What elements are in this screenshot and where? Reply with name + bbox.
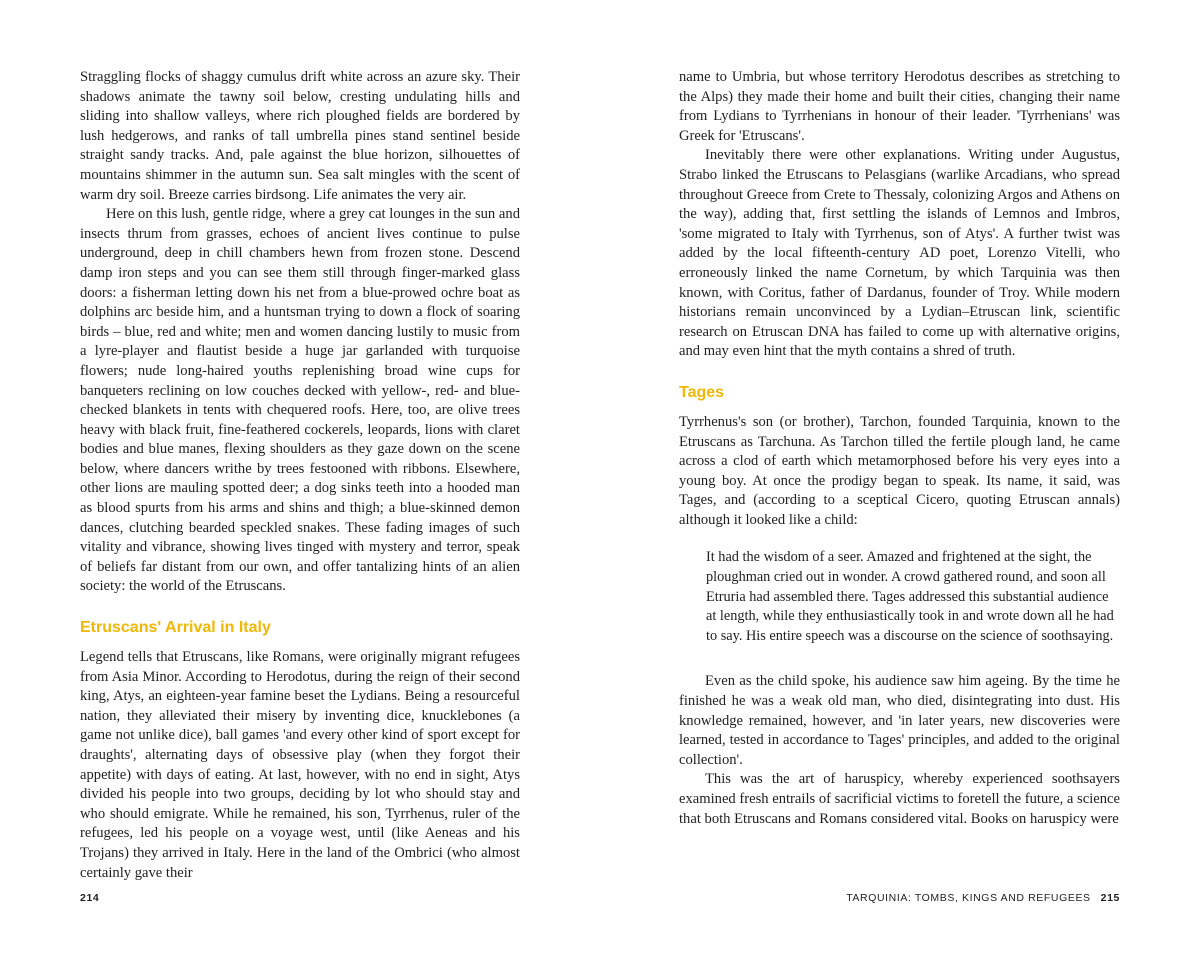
left-page <box>80 0 520 960</box>
page-number-left: 214 <box>80 892 100 904</box>
blockquote-text: It had the wisdom of a seer. Amazed and frightened at the sight, the ploughman cried out in wonder. A crowd gathered round, and soon all Etruria had assembled there. Tages addressed this substantial audience at length, while they enthusiastically took in and wrote down all he had to say. His entire speech was a discourse on the science of soothsaying. <box>706 549 1114 644</box>
right-paragraph-1: name to Umbria, but whose territory Herodotus describes as stretching to the Alps) they made their home and built their cities, changing their name from Lydians to Tyrrhenians in honour of their leader. 'Tyrrhenians' was Greek for 'Etruscans'. <box>679 69 1120 144</box>
left-paragraph-2: Here on this lush, gentle ridge, where a grey cat lounges in the sun and insects thrum from grasses, echoes of ancient lives continue to pulse underground, deep in chill chambers hewn from frozen stone. Descend damp iron steps and you can see them still through finger-marked glass doors: a fisherman letting down his net from a blue-prowed ochre boat as dolphins arc beside him, and a huntsman trying to down a flock of soaring birds – blue, red and white; men and women dancing lustily to music from a lyre-player and flautist beside a huge jar garlanded with turquoise flowers; nude long-haired youths replenishing broad wine cups for banqueters reclining on low couches decked with yellow-, red- and blue-checked blankets in tents with chequered roofs. Here, too, are olive trees heavy with black fruit, fine-feathered cockerels, leopards, lions with claret bodies and blue manes, flexing shoulders as they gaze down on the scene below, where dancers writhe by trees festooned with ribbons. Elsewhere, other lions are mauling spotted deer; a dog sinks teeth into a hooded man as blood spurts from his arms and shins and thigh; a blue-skinned demon dances, clutching bearded speckled snakes. These fading images of such vitality and vibrance, showing lives tinged with mystery and terror, speak of beliefs far distant from our own, and offer tantalizing hints of an alien society: the world of the Etruscans. <box>80 206 520 595</box>
cicero-quote <box>706 548 1120 646</box>
era-abbreviation: AD <box>919 245 941 262</box>
right-paragraph-3: Tyrrhenus's son (or brother), Tarchon, founded Tarquinia, known to the Etruscans as Tarchuna. As Tarchon tilled the fertile plough land, he came across a clod of earth which metamorphosed before his very eyes into a young boy. At once the prodigy began to speak. Its name, it said, was Tages, and (according to a sceptical Cicero, quoting Etruscan annals) although it looked like a child: <box>679 413 1120 528</box>
right-text-column <box>679 68 1120 829</box>
right-paragraph-4: Even as the child spoke, his audience saw him ageing. By the time he finished he was a weak old man, who died, disintegrating into dust. His knowledge remained, however, and 'in later years, new discoveries were learned, tested in accordance to Tages' principles, and added to the original collection'. <box>679 673 1120 768</box>
right-paragraph-2-start: Inevitably there were other explanations. Writing under Augustus, Strabo linked the Etruscans to Pelasgians (warlike Arcadians, who spread throughout Greece from Crete to Thessaly, colonizing Argos and Athens on the way), adding that, first settling the islands of Lemnos and Imbros, 'some migrated to Italy with Tyrrhenus, son of Atys'. A further twist was added by the local fifteenth-century <box>679 147 1120 262</box>
right-paragraph-5: This was the art of haruspicy, whereby experienced soothsayers examined fresh entrails of sacrificial victims to foretell the future, a science that both Etruscans and Romans considered vital. Books on haruspicy were <box>679 771 1120 827</box>
page-number-right: 215 <box>1100 892 1120 904</box>
section-heading-arrival: Etruscans' Arrival in Italy <box>80 619 271 637</box>
right-page <box>679 0 1120 960</box>
left-paragraph-3: Legend tells that Etruscans, like Romans, were originally migrant refugees from Asia Minor. According to Herodotus, during the reign of their second king, Atys, an eighteen-year famine beset the Lydians. Being a resourceful nation, they alleviated their misery by inventing dice, knucklebones (a game not unlike dice), ball games 'and every other kind of sport except for draughts', alternating days of obsessive play (when they forgot their appetite) with days of eating. At last, however, with no end in sight, Atys divided his people into two groups, deciding by lot who should stay and who should emigrate. While he remained, his son, Tyrrhenus, ruler of the refugees, led his people on a voyage west, until (like Aeneas and his Trojans) they arrived in Italy. Here in the land of the Ombrici (who almost certainly gave their <box>80 649 520 881</box>
running-head: TARQUINIA: TOMBS, KINGS AND REFUGEES <box>846 892 1091 904</box>
right-paragraph-2 <box>679 146 1120 362</box>
running-footer-right <box>846 892 1120 904</box>
left-text-column <box>80 68 520 883</box>
left-paragraph-1: Straggling flocks of shaggy cumulus drift white across an azure sky. Their shadows animate the tawny soil below, cresting undulating hills and sliding into shallow valleys, where rich ploughed fields are bordered by lush hedgerows, and ranks of tall umbrella pines stand sentinel beside straight sandy tracks. And, pale against the blue horizon, silhouettes of mountains shimmer in the autumn sun. Sea salt mingles with the scent of warm dry soil. Breeze carries birdsong. Life animates the very air. <box>80 69 520 203</box>
section-heading-tages: Tages <box>679 383 725 401</box>
right-paragraph-2-end: poet, Lorenzo Vitelli, who erroneously linked the name Cornetum, by which Tarquinia was then known, with Coritus, father of Dardanus, founder of Troy. While modern historians remain unconvinced by a Lydian–Etruscan link, scientific research on Etruscan DNA has failed to come up with alternative origins, and may even hint that the myth contains a shred of truth. <box>679 245 1120 360</box>
